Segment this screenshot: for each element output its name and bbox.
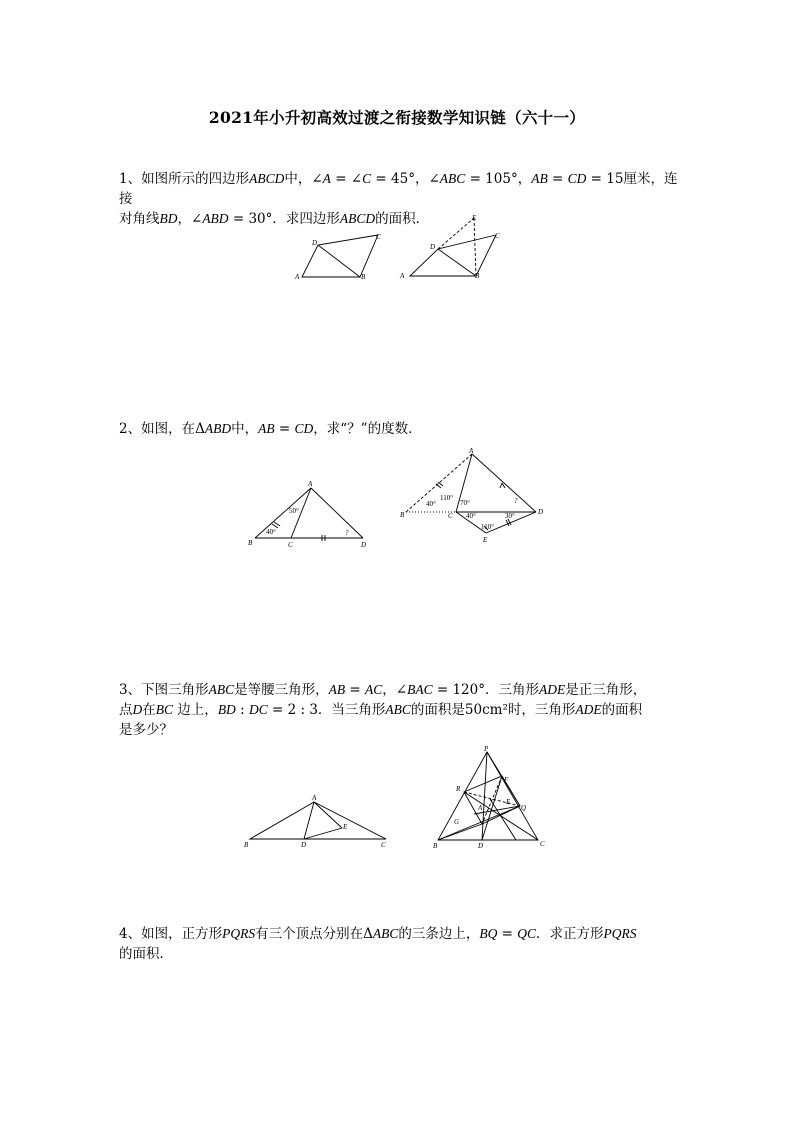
svg-text:B: B — [248, 539, 253, 547]
svg-text:A: A — [308, 480, 313, 488]
svg-text:D: D — [312, 239, 318, 247]
svg-text:A: A — [312, 794, 317, 802]
svg-text:?: ? — [345, 529, 349, 537]
figure-2a — [245, 476, 375, 548]
svg-text:A: A — [469, 447, 474, 455]
svg-text:R: R — [456, 785, 461, 793]
svg-text:D: D — [538, 508, 544, 516]
svg-text:C: C — [381, 841, 386, 849]
svg-text:B: B — [361, 273, 366, 281]
svg-text:B: B — [433, 842, 438, 850]
svg-text:D: D — [361, 541, 367, 549]
svg-text:P: P — [484, 745, 489, 753]
svg-text:E: E — [343, 823, 348, 831]
svg-text:F: F — [504, 776, 509, 784]
svg-text:G: G — [454, 818, 460, 826]
svg-text:40°: 40° — [466, 512, 476, 520]
question-3: 3、下图三角形ABC是等腰三角形，AB = AC，∠BAC = 120°．三角形ADE是正三角形， 点D在BC 边上，BD : DC = 2 : 3．当三角形ABC的面积是50cm²时，三角形ADE的面积 是多少？ — [119, 682, 647, 738]
svg-text:50°: 50° — [289, 507, 299, 515]
svg-text:?: ? — [514, 497, 518, 505]
svg-text:Q: Q — [521, 804, 527, 812]
question-2: 2、如图，在ΔABD中，AB = CD，求“？”的度数． — [119, 421, 422, 437]
svg-text:A: A — [478, 804, 483, 812]
svg-text:C: C — [495, 232, 500, 240]
svg-text:B: B — [475, 272, 480, 280]
svg-text:E: E — [472, 214, 477, 222]
svg-text:110°: 110° — [481, 523, 495, 531]
svg-text:C: C — [288, 541, 293, 549]
figure-2b — [398, 444, 548, 544]
svg-text:A: A — [295, 273, 300, 281]
figure-1b — [396, 212, 506, 284]
svg-text:40°: 40° — [426, 500, 436, 508]
svg-text:D: D — [301, 841, 307, 849]
figure-3a — [240, 792, 390, 850]
svg-text:30°: 30° — [505, 512, 515, 520]
svg-text:110°: 110° — [440, 494, 454, 502]
page-title: 2021年小升初高效过渡之衔接数学知识链（六十一） — [208, 108, 586, 127]
svg-text:C: C — [540, 840, 545, 848]
question-4: 4、如图，正方形PQRS有三个顶点分别在ΔABC的三条边上，BQ = QC．求正方形PQRS 的面积． — [119, 926, 637, 962]
figure-3b — [430, 744, 555, 852]
svg-text:B: B — [244, 841, 249, 849]
svg-text:E: E — [483, 536, 488, 544]
question-1: 1、如图所示的四边形ABCD中，∠A = ∠C = 45°，∠ABC = 105°，AB = CD = 15厘米，连接 对角线BD，∠ABD = 30°．求四边形ABCD的面积． — [119, 171, 678, 227]
svg-text:A: A — [400, 272, 405, 280]
svg-text:C: C — [376, 233, 381, 241]
svg-text:E: E — [506, 798, 511, 806]
svg-text:D: D — [478, 842, 484, 850]
svg-text:C: C — [448, 512, 453, 520]
svg-text:40°: 40° — [266, 528, 276, 536]
figure-1a — [290, 228, 385, 283]
svg-text:B: B — [400, 511, 405, 519]
svg-text:D: D — [430, 243, 436, 251]
svg-text:70°: 70° — [460, 499, 470, 507]
